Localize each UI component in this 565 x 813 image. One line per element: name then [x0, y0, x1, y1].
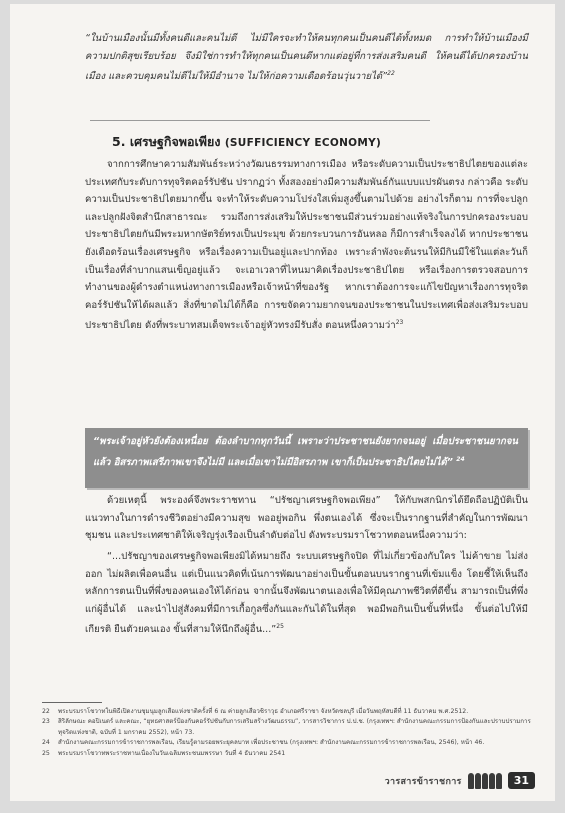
opening-quote: “ในบ้านเมืองนั้นมีทั้งคนดีและคนไม่ดี ไม่มีใครจะทำให้คนทุกคนเป็นคนดีได้ทั้งหมด การทำให้บ้านเมืองมีความปกติสุขเรียบร้อย จึงมิใช่การทำให้ทุกคนเป็นคนดีหากแต่อยู่ที่การส่งเสริมคนดี ให้คนดีได้ปกครองบ้านเมือง และควบคุมคนไม่ดีไม่ให้มีอำนาจ ไม่ให้ก่อความเดือดร้อนวุ่นวายได้”$^{22}$: [85, 33, 528, 83]
body-paragraph-1: จากการศึกษาความสัมพันธ์ระหว่างวัฒนธรรมทางการเมือง หรือระดับความเป็นประชาธิปไตยของแต่ละประเทศกับระดับการทุจริตคอร์รัปชัน ปรากฏว่า ทั้งสองอย่างมีความสัมพันธ์กันแบบแปรผันตรง กล่าวคือ ระดับความเป็นประชาธิปไตยมากขึ้น จะทำให้ระดับความโปร่งใสเพิ่มสูงขึ้นตามไปด้วย อย่างไรก็ตาม การที่จะปลูกและปลูกฝังจิตสำนึกสาธารณะ รวมถึงการส่งเสริมให้ประชาชนมีส่วนร่วมอย่างแท้จริงในการปกครองระบอบประชาธิปไตยกันมีพระมหากษัตริย์ทรงเป็นประมุข ด้วยกระบวนการอันหลอ ก็มีการสำเร็จลงได้ หากประชาชนยังเดือดร้อนเรื่องเศรษฐกิจ หรือเรื่องความเป็นอยู่และปากท้อง เพราะลำพังจะต้นรนให้มีกินมีใช้ในแต่ละวันก็เป็นเรื่องที่ลำบากแสนเข็ญอยู่แล้ว จะเอาเวลาที่ไหนมาคิดเรื่องประชาธิปไตย หรือเรื่องการตรวจสอบการทำงานของผู้ดำรงตำแหน่งทางการเมืองหรือเจ้าหน้าที่ของรัฐ หากเราต้องการจะแก้ไขปัญหาเรื่องการทุจริตคอร์รัปชันให้ได้ผลแล้ว สิ่งที่ขาดไม่ได้ก็คือ การขจัดความยากจนของประชาชนในประเทศเพื่อส่งเสริมระบอบประชาธิปไตย ดังที่พระบาทสมเด็จพระเจ้าอยู่หัวทรงมีรับสั่ง ตอนหนึ่งความว่า$^{23}$: [85, 159, 528, 332]
section-heading: [112, 132, 381, 152]
footnote: 23 สิริลักษณะ คอปิเนตร์ และคณะ, “ยุทธศาสตร์ป้องกันคอร์รัปชันกับการเสริมสร้างวัฒนธรรม”, วารสารวิชาการ ป.ป.ช. (กรุงเทพฯ: สำนักงานคณะกรรมการป้องกันและปราบปรามการทุจริตแห่งชาติ, ฉบับที่ 1 มกราคม 2552), หน้า 73.: [42, 718, 531, 736]
body-paragraph-2: ด้วยเหตุนี้ พระองค์จึงพระราชทาน “ปรัชญาเศรษฐกิจพอเพียง” ให้กับพสกนิกรได้ยึดถือปฏิบัติเป็นแนวทางในการดำรงชีวิตอย่างมีความสุข พออยู่พอกิน พึ่งตนเองได้ ซึ่งจะเป็นรากฐานที่สำคัญในการพัฒนาชุมชน และประเทศชาติให้เจริญรุ่งเรืองเป็นลำดับต่อไป ดังพระบรมราโชวาทตอนหนึ่งความว่า:: [85, 495, 528, 542]
section-title-th: เศรษฐกิจพอเพียง: [129, 134, 221, 149]
highlight-quote: “พระเจ้าอยู่หัวยังต้องเหนื่อย ต้องลำบากทุกวันนี้ เพราะว่าประชาชนยังยากจนอยู่ เมื่อประชาชนยากจนแล้ว อิสรภาพเสรีภาพเขาจึงไม่มี และเมื่อเขาไม่มีอิสรภาพ เขาก็เป็นประชาธิปไตยไม่ได้” $^{24}$: [93, 436, 518, 468]
footnote-ref-22: 22: [387, 70, 395, 78]
journal-name: วารสารข้าราชการ: [384, 776, 462, 787]
footnote: 24 สำนักงานคณะกรรมการข้าราชการพลเรือน, เรียนรู้ตามรอยพระยุคลบาท เพื่อประชาชน (กรุงเทพฯ: สำนักงานคณะกรรมการข้าราชการพลเรือน, 2546), หน้า 46.: [42, 739, 485, 747]
footnote-ref-25: 25: [276, 623, 284, 631]
people-figures-icon: [468, 773, 502, 789]
section-title-en: (SUFFICIENCY ECONOMY): [224, 137, 382, 149]
page-number: 31: [508, 772, 535, 789]
page-footer: [385, 772, 535, 789]
section-number: 5.: [112, 134, 126, 149]
footnote: 22 พระบรมราโชวาทในพิธีเปิดงานชุมนุมลูกเสือแห่งชาติครั้งที่ 6 ณ ค่ายลูกเสือวชิราวุธ อำเภอศรีราชา จังหวัดชลบุรี เมื่อวันพฤหัสบดีที่ 11 ธันวาคม พ.ศ.2512.: [42, 708, 469, 715]
footnote-ref-24: 24: [456, 455, 465, 463]
document-page: [10, 4, 555, 801]
highlight-quote-box: [85, 428, 528, 488]
footnotes: [42, 707, 532, 759]
footnote: 25 พระบรมราโชวาทพระราชทานเนื่องในวันเฉลิมพระชนมพรรษา วันที่ 4 ธันวาคม 2541: [42, 749, 286, 757]
royal-speech-quote: “...ปรัชญาของเศรษฐกิจพอเพียงมิได้หมายถึง ระบบเศรษฐกิจปิด ที่ไม่เกี่ยวข้องกับใคร ไม่ค้าขาย ไม่ส่งออก ไม่ผลิตเพื่อคนอื่น แต่เป็นแนวคิดที่เน้นการพัฒนาอย่างเป็นขั้นตอนบนรากฐานที่เข้มแข็ง โดยชี้ให้เห็นถึงหลักการตนเป็นที่พึ่งของคนเองให้ได้ก่อน จากนั้นจึงพัฒนาตนเองเพื่อให้มีคุณภาพชีวิตที่ดีขึ้น สามารถเป็นที่พึ่งแก่ผู้อื่นได้ และนำไปสู่สังคมที่มีการเกื้อกูลซึ่งกันและกันได้ในที่สุด พอมีพอกินเป็นขั้นที่หนึ่ง ขั้นต่อไปให้มีเกียรติ ยืนตัวยคนเอง ขั้นที่สามให้นึกถึงผู้อื่น...”$^{25}$: [85, 551, 528, 636]
section-divider: [90, 120, 430, 121]
footnote-divider: [42, 702, 102, 703]
footnote-ref-23: 23: [395, 319, 404, 327]
